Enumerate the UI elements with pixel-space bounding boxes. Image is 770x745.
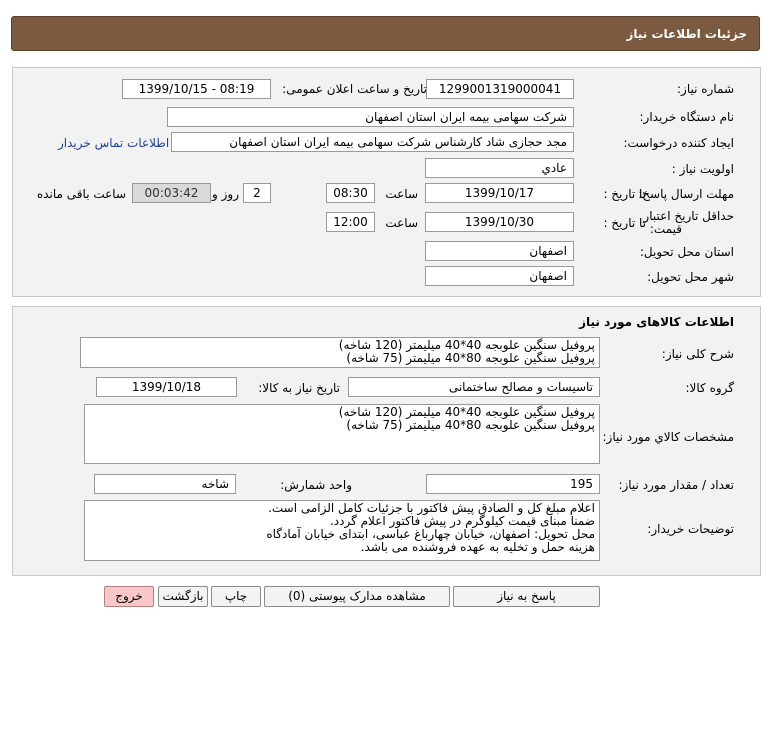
quantity-label: تعداد / مقدار مورد نیاز: xyxy=(618,478,734,492)
need-date-label: تاریخ نیاز به کالا: xyxy=(258,381,340,395)
reply-deadline-label: مهلت ارسال پاسخ: xyxy=(638,187,734,201)
notes-line-3: محل تحویل: اصفهان، خیابان چهارباغ عباسی، ابتدای خیابان آمادگاه xyxy=(266,527,595,541)
priority-field: عادي xyxy=(425,158,574,178)
attachments-button[interactable]: مشاهده مدارک پیوستی (0) xyxy=(264,586,450,607)
price-validity-label-line2: قیمت: xyxy=(649,222,682,236)
description-field xyxy=(80,337,600,368)
notes-label: توضیحات خریدار: xyxy=(647,522,734,536)
exit-button[interactable]: خروج xyxy=(104,586,154,607)
reply-button[interactable]: پاسخ به نیاز xyxy=(453,586,600,607)
countdown-field: 00:03:42 xyxy=(132,183,211,203)
description-line-2: پروفیل سنگین علوبجه 80*40 میلیمتر (75 شاخه) xyxy=(346,351,595,365)
goods-section-title: اطلاعات کالاهای مورد نیاز xyxy=(579,315,734,329)
need-date-field: 1399/10/18 xyxy=(96,377,237,397)
province-field: اصفهان xyxy=(425,241,574,261)
buyer-org-label: نام دستگاه خریدار: xyxy=(639,110,734,124)
announce-label: تاریخ و ساعت اعلان عمومی: xyxy=(282,82,427,96)
specs-line-1: پروفیل سنگین علوبجه 40*40 میلیمتر (120 شاخه) xyxy=(338,405,595,419)
page-title: جزئیات اطلاعات نیاز xyxy=(626,27,747,41)
quantity-field: 195 xyxy=(426,474,600,494)
page-header xyxy=(11,16,760,51)
city-field: اصفهان xyxy=(425,266,574,286)
days-label: روز و xyxy=(212,187,239,201)
unit-label: واحد شمارش: xyxy=(280,478,352,492)
need-number-label: شماره نیاز: xyxy=(677,82,734,96)
back-button[interactable]: بازگشت xyxy=(158,586,208,607)
description-label: شرح کلی نیاز: xyxy=(661,347,734,361)
creator-label: ایجاد کننده درخواست: xyxy=(623,136,734,150)
buyer-contact-link[interactable]: اطلاعات تماس خریدار xyxy=(58,136,170,150)
notes-field xyxy=(84,500,600,561)
price-time-label: ساعت xyxy=(385,216,418,230)
notes-line-4: هزینه حمل و تخلیه به عهده فروشنده می باشد. xyxy=(360,540,595,554)
days-count-field: 2 xyxy=(243,183,271,203)
notes-line-1: اعلام مبلغ کل و الصادق پیش فاکتور با جزئیات کامل الزامی است. xyxy=(268,501,595,515)
specs-line-2: پروفیل سنگین علوبجه 80*40 میلیمتر (75 شاخه) xyxy=(346,418,595,432)
reply-date-field: 1399/10/17 xyxy=(425,183,574,203)
group-label: گروه کالا: xyxy=(685,381,734,395)
print-button[interactable]: چاپ xyxy=(211,586,261,607)
reply-until-date-label: تا تاریخ : xyxy=(603,187,646,201)
price-until-date-label: تا تاریخ : xyxy=(603,216,646,230)
specs-label: مشخصات کالاي مورد نیاز: xyxy=(602,430,734,444)
buyer-org-field: شرکت سهامی بیمه ایران استان اصفهان xyxy=(167,107,574,127)
need-number-field: 1299001319000041 xyxy=(426,79,574,99)
reply-time-field: 08:30 xyxy=(326,183,375,203)
announce-field: 1399/10/15 - 08:19 xyxy=(122,79,271,99)
priority-label: اولویت نیاز : xyxy=(671,162,734,176)
reply-time-label: ساعت xyxy=(385,187,418,201)
need-info-panel xyxy=(12,67,761,297)
unit-field: شاخه xyxy=(94,474,236,494)
city-label: شهر محل تحویل: xyxy=(647,270,734,284)
notes-line-2: ضمنا مبنای قیمت کیلوگرم در پیش فاکتور اعلام گردد. xyxy=(329,514,595,528)
price-validity-label-line1: حداقل تاریخ اعتبار xyxy=(643,209,734,223)
price-date-field: 1399/10/30 xyxy=(425,212,574,232)
province-label: استان محل تحویل: xyxy=(639,245,734,259)
group-field: تاسیسات و مصالح ساختمانی xyxy=(348,377,600,397)
remaining-label: ساعت باقی مانده xyxy=(36,187,126,201)
specs-field xyxy=(84,404,600,464)
price-time-field: 12:00 xyxy=(326,212,375,232)
description-line-1: پروفیل سنگین علوبجه 40*40 میلیمتر (120 شاخه) xyxy=(338,338,595,352)
creator-field: مجد حجازی شاد کارشناس شرکت سهامی بیمه ایران استان اصفهان xyxy=(171,132,574,152)
